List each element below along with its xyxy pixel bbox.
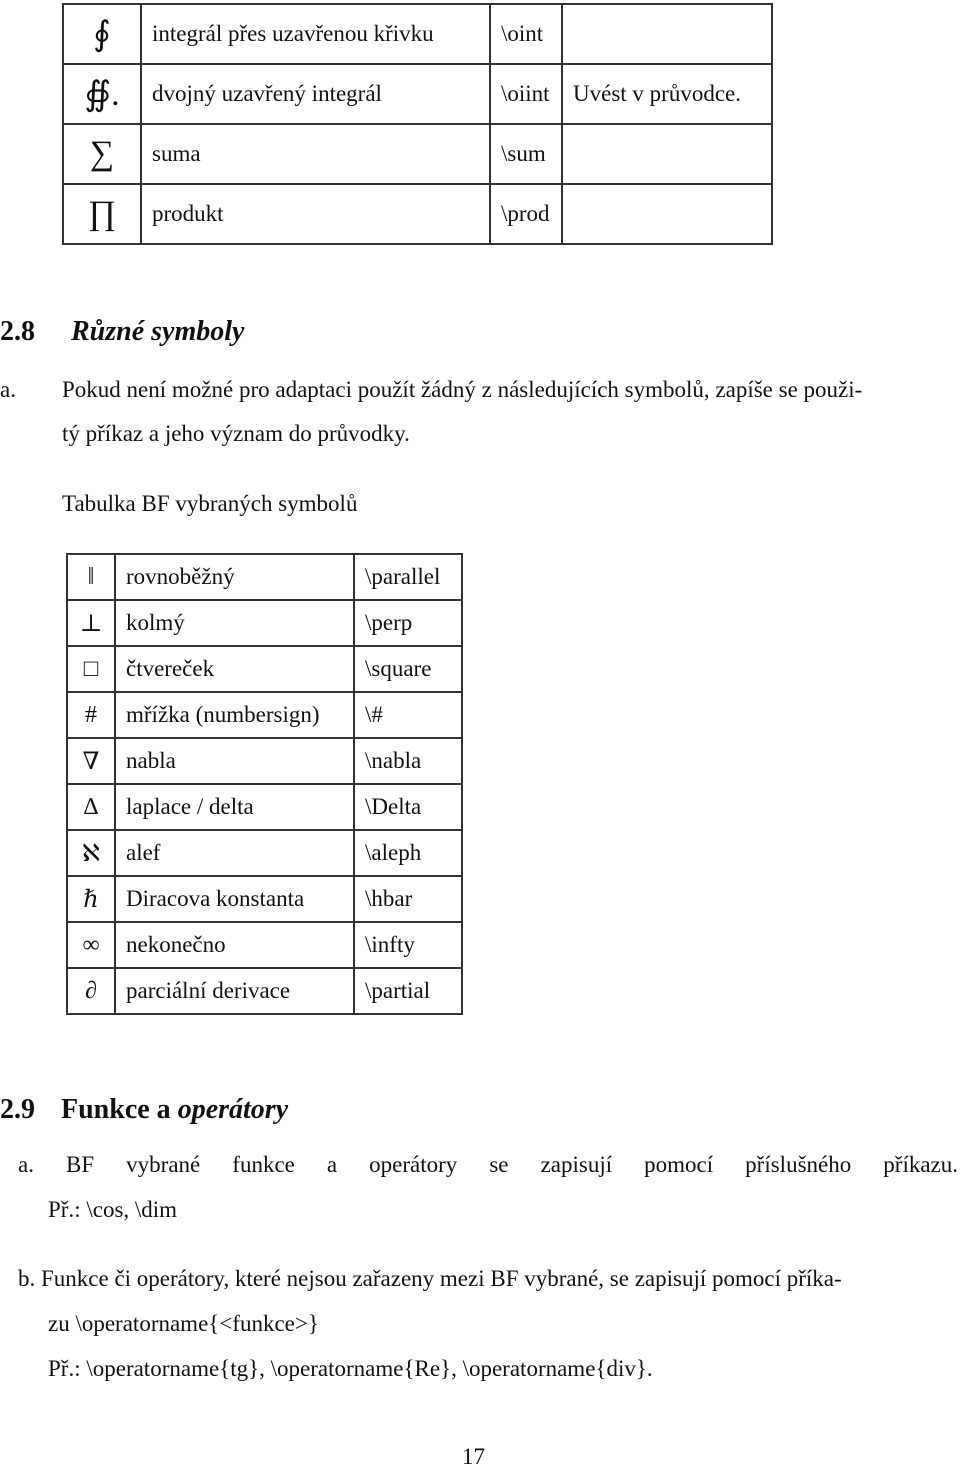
- symbol-cell: ∂: [67, 968, 115, 1014]
- command-cell: \Delta: [354, 784, 462, 830]
- name-cell: parciální derivace: [115, 968, 354, 1014]
- command-cell: \sum: [490, 124, 562, 184]
- name-cell: laplace / delta: [115, 784, 354, 830]
- symbol-cell: □: [67, 646, 115, 692]
- note-cell: Uvést v průvodce.: [562, 64, 772, 124]
- symbol-cell: ‖: [67, 554, 115, 600]
- table-row: [67, 738, 462, 784]
- page-number: 17: [462, 1444, 485, 1469]
- command-cell: \parallel: [354, 554, 462, 600]
- item-b-line2: zu \operatorname{<funkce>}: [48, 1311, 319, 1336]
- item-b-line3: Př.: \operatorname{tg}, \operatorname{Re}, \operatorname{div}.: [48, 1356, 653, 1381]
- command-cell: \oiint: [490, 64, 562, 124]
- command-cell: \#: [354, 692, 462, 738]
- command-cell: \nabla: [354, 738, 462, 784]
- command-cell: \prod: [490, 184, 562, 244]
- table-row: [67, 600, 462, 646]
- symbol-cell: ⊥: [67, 600, 115, 646]
- section-title-plain: Funkce a: [61, 1094, 171, 1125]
- section-title: Různé symboly: [71, 316, 245, 347]
- section-number: 2.9: [0, 1094, 35, 1125]
- symbol-cell: ℏ: [67, 876, 115, 922]
- item-a-paragraph-line2: tý příkaz a jeho význam do průvodky.: [62, 421, 410, 446]
- section-heading-2-8: [0, 316, 244, 348]
- name-cell: mřížka (numbersign): [115, 692, 354, 738]
- table-row: [63, 124, 772, 184]
- symbol-cell: ℵ: [67, 830, 115, 876]
- symbol-cell: ∞: [67, 922, 115, 968]
- command-cell: \partial: [354, 968, 462, 1014]
- table-row: [67, 876, 462, 922]
- name-cell: nabla: [115, 738, 354, 784]
- section-heading-2-9: [0, 1094, 288, 1126]
- table-row: [67, 554, 462, 600]
- command-cell: \infty: [354, 922, 462, 968]
- item-marker: a.: [0, 377, 16, 402]
- command-cell: \oint: [490, 4, 562, 64]
- symbol-cell: ∑: [63, 124, 141, 184]
- note-cell: [562, 184, 772, 244]
- integral-symbols-table: [62, 3, 773, 245]
- section-number: 2.8: [0, 316, 35, 347]
- item-a-paragraph: [0, 368, 960, 412]
- selected-symbols-table: [66, 553, 463, 1015]
- symbol-cell: ∏: [63, 184, 141, 244]
- symbol-cell: ∮: [63, 4, 141, 64]
- name-cell: alef: [115, 830, 354, 876]
- note-cell: [562, 124, 772, 184]
- symbol-cell: ∇: [67, 738, 115, 784]
- table-row: [63, 4, 772, 64]
- name-cell: produkt: [141, 184, 490, 244]
- name-cell: Diracova konstanta: [115, 876, 354, 922]
- table-row: [67, 968, 462, 1014]
- table-row: [67, 784, 462, 830]
- table-row: [63, 184, 772, 244]
- item-text-line1: Pokud není možné pro adaptaci použít žádný z následujících symbolů, zapíše se použi-: [62, 377, 863, 402]
- table-row: [67, 922, 462, 968]
- symbol-cell: ∯.: [63, 64, 141, 124]
- table-row: [63, 64, 772, 124]
- table-row: [67, 646, 462, 692]
- name-cell: kolmý: [115, 600, 354, 646]
- command-cell: \aleph: [354, 830, 462, 876]
- name-cell: suma: [141, 124, 490, 184]
- name-cell: dvojný uzavřený integrál: [141, 64, 490, 124]
- symbol-cell: ∆: [67, 784, 115, 830]
- note-cell: [562, 4, 772, 64]
- name-cell: čtvereček: [115, 646, 354, 692]
- command-cell: \hbar: [354, 876, 462, 922]
- command-cell: \perp: [354, 600, 462, 646]
- item-b-line1: b. Funkce či operátory, které nejsou zařazeny mezi BF vybrané, se zapisují pomocí příka-: [18, 1266, 842, 1291]
- item-a-line2: Př.: \cos, \dim: [48, 1197, 178, 1222]
- symbol-cell: #: [67, 692, 115, 738]
- item-a-line1: a. BF vybrané funkce a operátory se zapisují pomocí příslušného příkazu.: [18, 1152, 958, 1177]
- table-caption: Tabulka BF vybraných symbolů: [62, 491, 358, 516]
- name-cell: nekonečno: [115, 922, 354, 968]
- command-cell: \square: [354, 646, 462, 692]
- table-row: [67, 830, 462, 876]
- table-row: [67, 692, 462, 738]
- name-cell: rovnoběžný: [115, 554, 354, 600]
- name-cell: integrál přes uzavřenou křivku: [141, 4, 490, 64]
- section-title-italic: operátory: [177, 1094, 289, 1125]
